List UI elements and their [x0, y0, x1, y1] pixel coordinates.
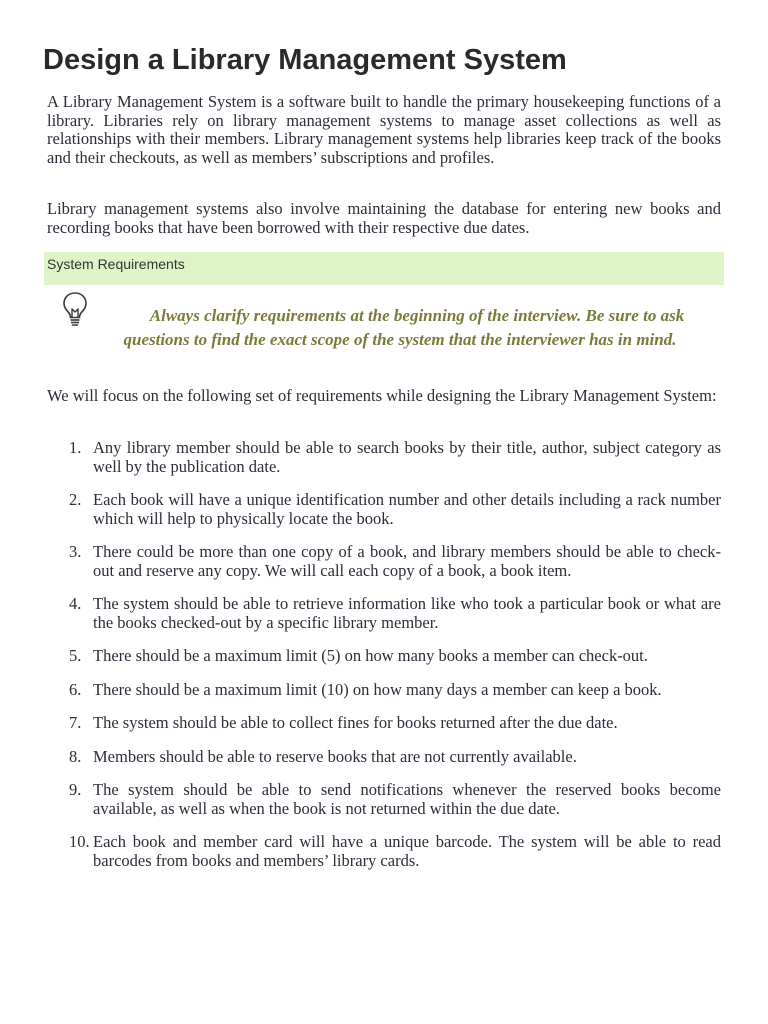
requirement-number: 5.: [69, 646, 82, 665]
requirement-item: [47, 714, 721, 733]
requirement-text: Each book and member card will have a unique barcode. The system will be able to read barcodes from books and members’ library cards.: [93, 832, 721, 870]
requirement-item: [47, 491, 721, 528]
section-header-bar: [44, 252, 724, 285]
requirement-item: [47, 833, 721, 870]
requirements-list: [47, 439, 721, 885]
intro-paragraph-2: Library management systems also involve maintaining the database for entering new books and recording books that have been borrowed with their respective due dates.: [47, 199, 721, 237]
requirement-item: [47, 681, 721, 700]
requirement-number: 2.: [69, 490, 82, 509]
requirement-text: Any library member should be able to search books by their title, author, subject category as well by the publication date.: [93, 438, 721, 476]
tip-callout-text: Always clarify requirements at the beginning of the interview. Be sure to ask questions to find the exact scope of the system that the interviewer has in mind.: [123, 306, 685, 349]
requirement-item: [47, 748, 721, 767]
requirement-text: Each book will have a unique identification number and other details including a rack number which will help to physically locate the book.: [93, 490, 721, 528]
requirement-item: [47, 595, 721, 632]
requirement-text: The system should be able to collect fines for books returned after the due date.: [93, 713, 618, 732]
intro-paragraph-1: A Library Management System is a software built to handle the primary housekeeping functions of a library. Libraries rely on library management systems to manage asset collections as well as relationships with their members. Library management systems help libraries keep track of the books and their checkouts, as well as members’ subscriptions and profiles.: [47, 92, 721, 167]
requirement-text: The system should be able to retrieve information like who took a particular book or what are the books checked-out by a specific library member.: [93, 594, 721, 632]
requirement-number: 4.: [69, 594, 82, 613]
requirement-number: 3.: [69, 542, 82, 561]
requirement-number: 9.: [69, 780, 82, 799]
requirement-text: There could be more than one copy of a book, and library members should be able to check-out and reserve any copy. We will call each copy of a book, a book item.: [93, 542, 721, 580]
requirement-number: 10.: [69, 832, 90, 851]
requirement-number: 7.: [69, 713, 82, 732]
requirement-text: Members should be able to reserve books that are not currently available.: [93, 746, 577, 766]
requirement-item: [47, 781, 721, 818]
requirement-item: [47, 647, 721, 666]
requirement-item: [47, 543, 721, 580]
requirement-number: 8.: [69, 746, 82, 766]
requirements-intro: We will focus on the following set of requirements while designing the Library Management System:: [47, 386, 717, 405]
page-title: Design a Library Management System: [43, 44, 567, 76]
requirement-text: There should be a maximum limit (10) on how many days a member can keep a book.: [93, 679, 662, 699]
section-header-label: System Requirements: [47, 256, 185, 272]
requirement-number: 1.: [69, 438, 82, 457]
requirement-number: 6.: [69, 679, 82, 699]
requirement-item: [47, 439, 721, 476]
requirement-text: The system should be able to send notifications whenever the reserved books become available, as well as when the book is not returned within the due date.: [93, 780, 721, 818]
requirement-text: There should be a maximum limit (5) on how many books a member can check-out.: [93, 646, 648, 665]
